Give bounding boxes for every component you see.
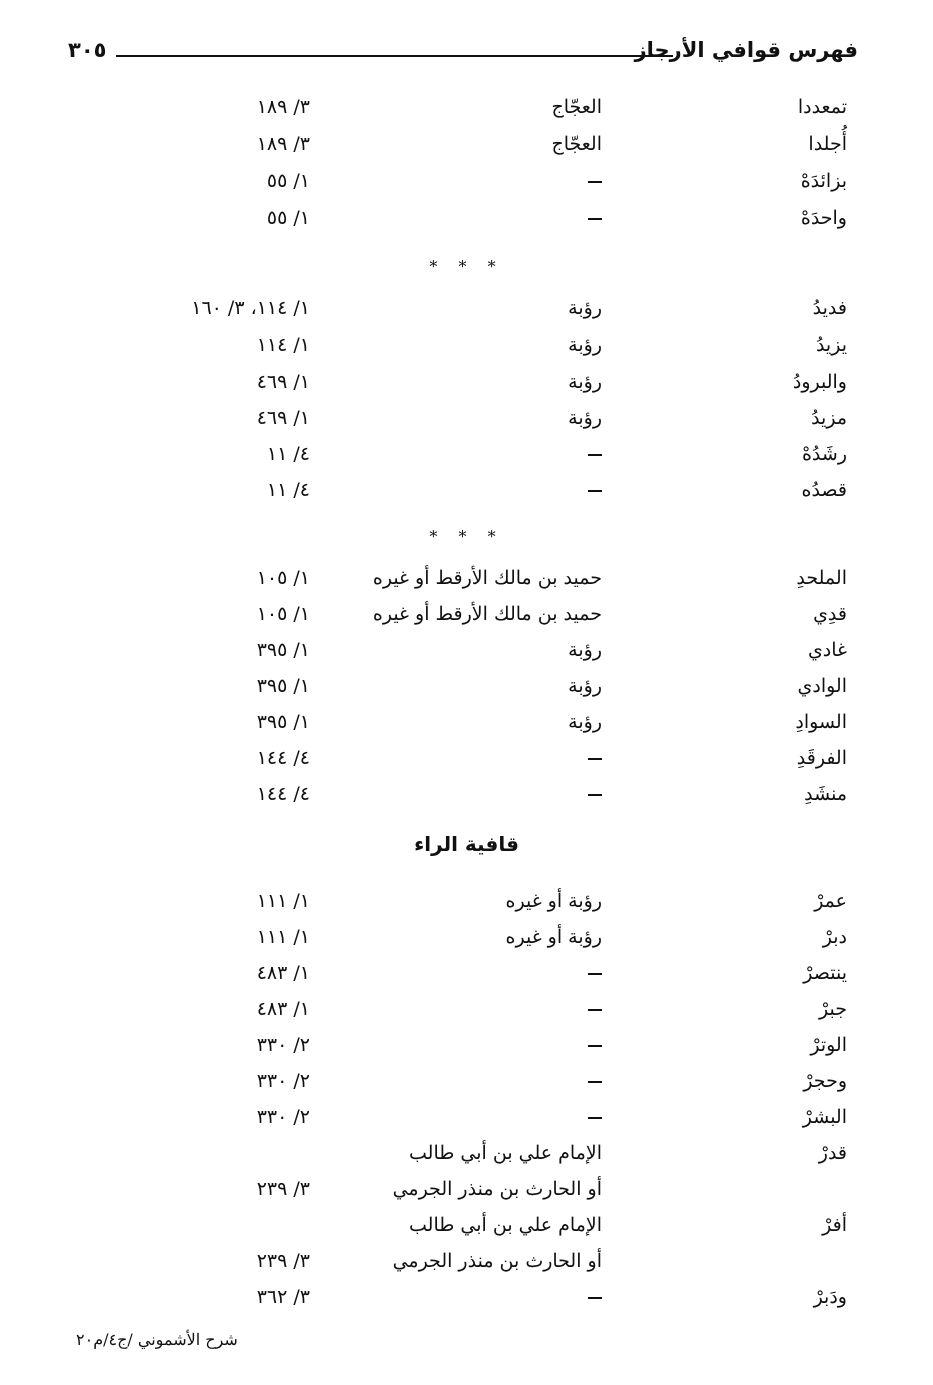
- section-heading: قافية الراء: [414, 832, 519, 856]
- section-separator: * * *: [429, 257, 504, 276]
- poet-name: حميد بن مالك الأرقط أو غيره: [372, 603, 602, 625]
- volume-page-ref: ١/ ٤٨٣: [256, 962, 310, 984]
- rhyme-word: أفرْ: [822, 1214, 847, 1236]
- rhyme-word: دبرْ: [822, 926, 847, 948]
- poet-dash: [588, 207, 602, 229]
- volume-page-ref: ٢/ ٣٣٠: [256, 1106, 310, 1128]
- dash-mark: [588, 1045, 602, 1047]
- dash-mark: [588, 758, 602, 760]
- poet-dash: [588, 170, 602, 192]
- volume-page-ref: ١/ ١١١: [256, 926, 310, 948]
- rhyme-word: ينتصرْ: [803, 962, 847, 984]
- rhyme-word: السوادِ: [795, 711, 847, 733]
- volume-page-ref: ٤/ ١١: [266, 479, 310, 501]
- dash-mark: [588, 218, 602, 220]
- index-row: [0, 1106, 933, 1138]
- poet-name: رؤبة: [568, 639, 602, 661]
- index-row-continuation: [0, 1178, 933, 1210]
- volume-page-ref: ١/ ١١٤: [256, 334, 310, 356]
- volume-page-ref: ١/ ١٠٥: [256, 603, 310, 625]
- index-row: [0, 479, 933, 511]
- rhyme-word: واحدَهْ: [800, 207, 847, 229]
- dash-mark: [588, 181, 602, 183]
- volume-page-ref: ١/ ١٠٥: [256, 567, 310, 589]
- volume-page-ref: ٢/ ٣٣٠: [256, 1034, 310, 1056]
- index-row: [0, 371, 933, 403]
- index-row: [0, 567, 933, 599]
- rhyme-word: غادي: [807, 639, 847, 661]
- index-row: [0, 443, 933, 475]
- poet-name: رؤبة أو غيره: [505, 926, 602, 948]
- volume-page-ref: ١/ ٤٦٩: [256, 371, 310, 393]
- poet-dash: [588, 962, 602, 984]
- poet-name: رؤبة: [568, 334, 602, 356]
- poet-name: الإمام علي بن أبي طالب: [409, 1142, 602, 1164]
- volume-page-ref: ٤/ ١٤٤: [256, 783, 310, 805]
- poet-dash: [588, 1286, 602, 1308]
- rhyme-word: الوترْ: [810, 1034, 847, 1056]
- poet-dash: [588, 479, 602, 501]
- poet-dash: [588, 1106, 602, 1128]
- volume-page-ref: ٤/ ١١: [266, 443, 310, 465]
- index-row: [0, 133, 933, 165]
- index-row: [0, 407, 933, 439]
- volume-page-ref: ١/ ٥٥: [266, 170, 310, 192]
- index-row: [0, 926, 933, 958]
- index-row: [0, 639, 933, 671]
- poet-dash: [588, 1034, 602, 1056]
- dash-mark: [588, 490, 602, 492]
- index-row: [0, 297, 933, 329]
- volume-page-ref: ٢/ ٣٣٠: [256, 1070, 310, 1092]
- poet-name-alt: أو الحارث بن منذر الجرمي: [392, 1250, 602, 1272]
- index-row: [0, 998, 933, 1030]
- index-row: [0, 1142, 933, 1174]
- index-row: [0, 1214, 933, 1246]
- volume-page-ref: ١/ ٣٩٥: [256, 639, 310, 661]
- poet-dash: [588, 747, 602, 769]
- index-row: [0, 747, 933, 779]
- dash-mark: [588, 973, 602, 975]
- poet-name: العجّاج: [551, 96, 602, 118]
- poet-name: رؤبة: [568, 711, 602, 733]
- rhyme-word: قدرْ: [818, 1142, 847, 1164]
- poet-name: حميد بن مالك الأرقط أو غيره: [372, 567, 602, 589]
- rhyme-word: ودَبرْ: [813, 1286, 847, 1308]
- rhyme-word: الفرقَدِ: [796, 747, 847, 769]
- poet-name-alt: أو الحارث بن منذر الجرمي: [392, 1178, 602, 1200]
- index-row: [0, 96, 933, 128]
- poet-name: الإمام علي بن أبي طالب: [409, 1214, 602, 1236]
- dash-mark: [588, 454, 602, 456]
- rhyme-word: فديدُ: [812, 297, 847, 319]
- index-row: [0, 334, 933, 366]
- index-row: [0, 170, 933, 202]
- poet-name: رؤبة: [568, 407, 602, 429]
- page-header: [68, 38, 858, 68]
- volume-page-ref: ٣/ ٣٦٢: [256, 1286, 310, 1308]
- dash-mark: [588, 1297, 602, 1299]
- rhyme-word: البشرْ: [802, 1106, 847, 1128]
- rhyme-word: تمعددا: [797, 96, 847, 118]
- index-row: [0, 962, 933, 994]
- index-row: [0, 711, 933, 743]
- index-row: [0, 1034, 933, 1066]
- index-row: [0, 603, 933, 635]
- page-title: فهرس قوافي الأرجاز: [634, 38, 858, 62]
- poet-dash: [588, 1070, 602, 1092]
- rhyme-word: منشَدِ: [804, 783, 847, 805]
- volume-page-ref: ٤/ ١٤٤: [256, 747, 310, 769]
- rhyme-word: رشَدُهْ: [801, 443, 847, 465]
- rhyme-word: يزيدُ: [815, 334, 847, 356]
- section-separator: * * *: [429, 527, 504, 546]
- poet-name: رؤبة: [568, 371, 602, 393]
- rhyme-word: الوادي: [797, 675, 847, 697]
- rhyme-word: بزائدَهْ: [800, 170, 847, 192]
- rhyme-word: عمرْ: [814, 890, 847, 912]
- volume-page-ref: ٣/ ٢٣٩: [256, 1250, 310, 1272]
- index-row: [0, 783, 933, 815]
- rhyme-word: قصدُه: [801, 479, 847, 501]
- rhyme-word: قدِي: [813, 603, 847, 625]
- index-row: [0, 675, 933, 707]
- index-row: [0, 207, 933, 239]
- dash-mark: [588, 1009, 602, 1011]
- rhyme-word: الملحدِ: [796, 567, 847, 589]
- dash-mark: [588, 794, 602, 796]
- index-row: [0, 1070, 933, 1102]
- rhyme-word: والبرودُ: [792, 371, 847, 393]
- volume-page-ref: ١/ ١١٤، ٣/ ١٦٠: [191, 297, 310, 319]
- dash-mark: [588, 1117, 602, 1119]
- rhyme-word: أُجلدا: [808, 133, 847, 155]
- index-row-continuation: [0, 1250, 933, 1282]
- index-row: [0, 1286, 933, 1318]
- volume-page-ref: ١/ ١١١: [256, 890, 310, 912]
- poet-name: رؤبة أو غيره: [505, 890, 602, 912]
- dash-mark: [588, 1081, 602, 1083]
- rhyme-word: وحجرْ: [803, 1070, 847, 1092]
- poet-dash: [588, 998, 602, 1020]
- volume-page-ref: ٣/ ١٨٩: [256, 133, 310, 155]
- volume-page-ref: ١/ ٥٥: [266, 207, 310, 229]
- poet-name: العجّاج: [551, 133, 602, 155]
- poet-dash: [588, 783, 602, 805]
- rhyme-word: جبرْ: [819, 998, 847, 1020]
- page-number: ٣٠٥: [68, 38, 107, 62]
- poet-name: رؤبة: [568, 297, 602, 319]
- volume-page-ref: ١/ ٤٨٣: [256, 998, 310, 1020]
- volume-page-ref: ٣/ ١٨٩: [256, 96, 310, 118]
- page-footer: شرح الأشموني /ج٤/م٢٠: [76, 1330, 238, 1349]
- volume-page-ref: ١/ ٣٩٥: [256, 711, 310, 733]
- volume-page-ref: ١/ ٣٩٥: [256, 675, 310, 697]
- poet-dash: [588, 443, 602, 465]
- rhyme-word: مزيدُ: [811, 407, 847, 429]
- poet-name: رؤبة: [568, 675, 602, 697]
- header-rule: [116, 55, 673, 57]
- volume-page-ref: ٣/ ٢٣٩: [256, 1178, 310, 1200]
- volume-page-ref: ١/ ٤٦٩: [256, 407, 310, 429]
- index-row: [0, 890, 933, 922]
